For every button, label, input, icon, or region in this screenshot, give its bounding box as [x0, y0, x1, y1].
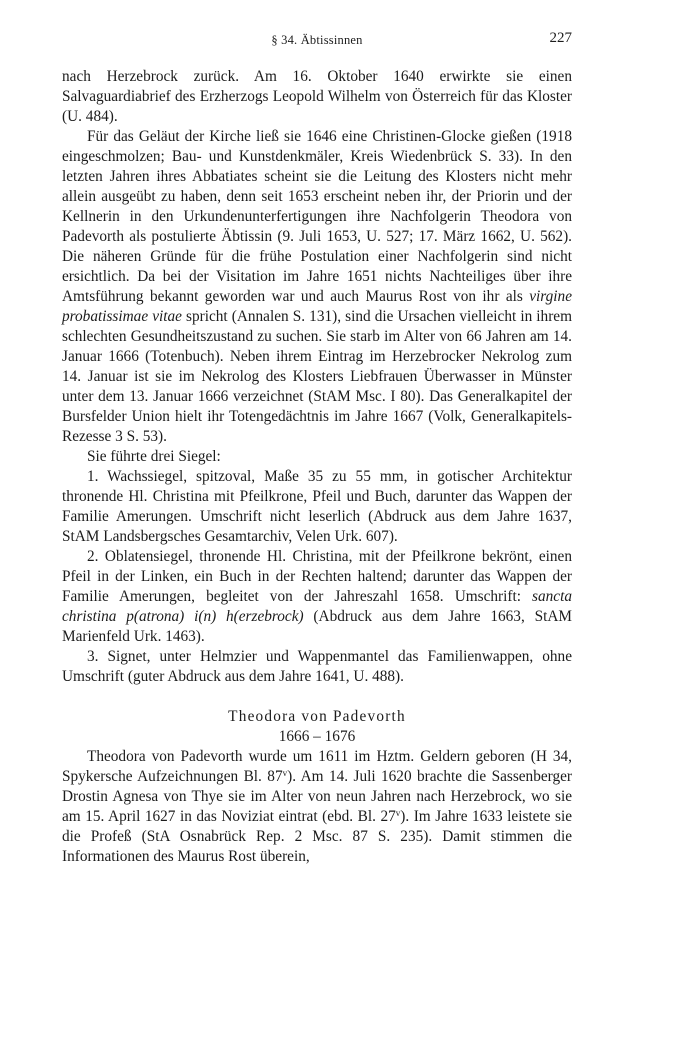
superscript: v	[282, 768, 288, 778]
paragraphs-before	[62, 67, 572, 687]
heading-name: Theodora von Padevorth	[228, 708, 406, 725]
text-run: 2. Oblatensiegel, thronende Hl. Christina, mit der Pfeilkrone bekrönt, einen Pfeil in der Linken, ein Buch in der Rechten haltend; darunter das Wappen der Familie Amerungen, begleitet von der Jahreszahl 1658. Umschrift:	[62, 548, 572, 605]
superscript: v	[395, 808, 401, 818]
paragraph	[62, 447, 572, 467]
text-run: Für das Geläut der Kirche ließ sie 1646 eine Christinen-Glocke gießen (1918 eingeschmolzen; Bau- und Kunstdenkmäler, Kreis Wiedenbrück S. 33). In den letzten Jahren ihres Abbatiates scheint sie die Leitung des Klosters nicht mehr allein ausgeübt zu haben, denn seit 1653 erscheint neben ihr, der Priorin und der Kellnerin in den Urkundenunterfertigungen ihre Nachfolgerin Theodora von Padevorth als postulierte Äbtissin (9. Juli 1653, U. 527; 17. März 1662, U. 562). Die näheren Gründe für die frühe Postulation einer Nachfolgerin sind nicht ersichtlich. Da bei der Visitation im Jahre 1651 nichts Nachteiliges über ihre Amtsführung bekannt geworden war und auch Maurus Rost von ihr als	[62, 128, 572, 305]
italic-text: virgine probatissimae vitae	[62, 288, 572, 325]
text-run: ). Am 14. Juli 1620 brachte die Sassenberger Drostin Agnesa von Thye sie im Alter von neun Jahren nach Herzebrock, wo sie am 15. April 1627 in das Noviziat eintrat (ebd. Bl. 27	[62, 768, 572, 825]
page-number: 227	[549, 30, 572, 46]
text-run: spricht (Annalen S. 131), sind die Ursachen vielleicht in ihrem schlechten Gesundheitszustand zu suchen. Sie starb im Alter von 66 Jahren am 14. Januar 1666 (Totenbuch). Neben ihrem Eintrag im Herzebrocker Nekrolog zum 14. Januar ist sie im Nekrolog des Klosters Liebfrauen Überwasser in Münster unter dem 13. Januar 1666 verzeichnet (StAM Msc. I 80). Das Generalkapitel der Bursfelder Union hielt ihr Totengedächtnis im Jahre 1667 (Volk, Generalkapitels-Rezesse 3 S. 53).	[62, 308, 572, 445]
text-run: (Abdruck aus dem Jahre 1663, StAM Marienfeld Urk. 1463).	[62, 608, 572, 645]
text-run: Theodora von Padevorth wurde um 1611 im Hztm. Geldern geboren (H 34, Spykersche Aufzeichnungen Bl. 87	[62, 748, 572, 785]
text-run: Sie führte drei Siegel:	[87, 448, 221, 465]
paragraph	[62, 127, 572, 447]
section-heading	[62, 707, 572, 747]
running-head	[62, 30, 572, 50]
paragraph	[62, 747, 572, 867]
paragraph	[62, 467, 572, 547]
paragraph	[62, 647, 572, 687]
paragraph	[62, 547, 572, 647]
text-run: nach Herzebrock zurück. Am 16. Oktober 1640 erwirkte sie einen Salvaguardiabrief des Erzherzogs Leopold Wilhelm von Österreich für das Kloster (U. 484).	[62, 68, 572, 125]
italic-text: sancta christina p(atrona) i(n) h(erzebrock)	[62, 588, 572, 625]
text-run: 3. Signet, unter Helmzier und Wappenmantel das Familienwappen, ohne Umschrift (guter Abdruck aus dem Jahre 1641, U. 488).	[62, 648, 572, 685]
paragraph	[62, 67, 572, 127]
book-page	[62, 30, 572, 867]
paragraphs-after	[62, 747, 572, 867]
text-run: 1. Wachssiegel, spitzoval, Maße 35 zu 55 mm, in gotischer Architektur thronende Hl. Christina mit Pfeilkrone, Pfeil und Buch, darunter das Wappen der Familie Amerungen. Umschrift nicht leserlich (Abdruck aus dem Jahre 1637, StAM Landsbergsches Gesamtarchiv, Velen Urk. 607).	[62, 468, 572, 545]
section-title: § 34. Äbtissinnen	[271, 33, 363, 47]
text-run: ). Im Jahre 1633 leistete sie die Profeß (StA Osnabrück Rep. 2 Msc. 87 S. 235). Damit stimmen die Informationen des Maurus Rost überein,	[62, 808, 573, 865]
body-text	[62, 67, 572, 867]
heading-years: 1666 – 1676	[278, 728, 356, 745]
